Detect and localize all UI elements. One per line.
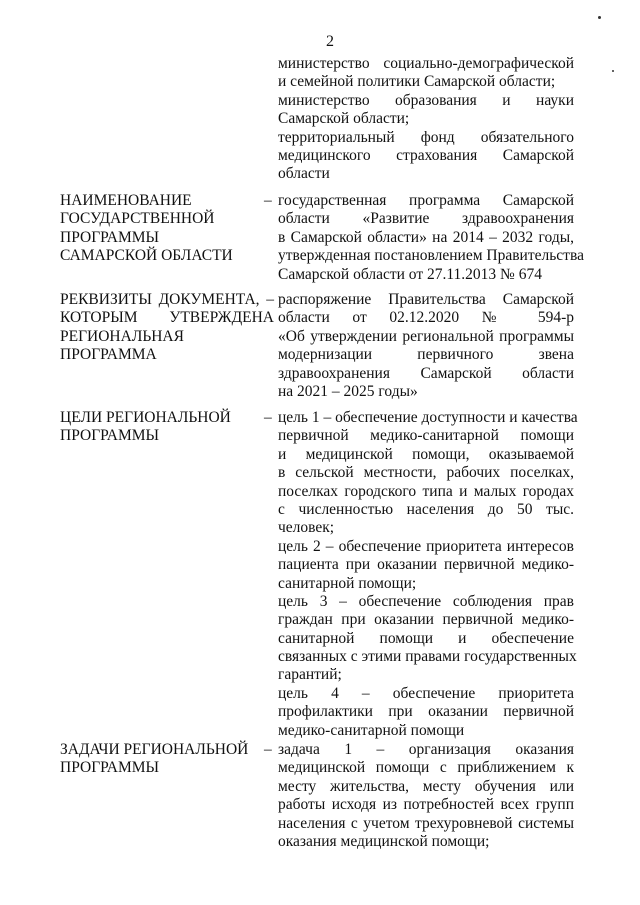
value-line: государственная программа Самарской: [278, 192, 574, 209]
intro-line: медицинского страхования Самарской: [278, 146, 574, 164]
intro-line: Самарской области;: [278, 110, 410, 128]
value-line: санитарной помощи и обеспечение: [278, 629, 574, 647]
value-line: гарантий;: [278, 666, 342, 684]
intro-block: [278, 55, 574, 184]
section-label-document-details: [60, 291, 274, 365]
label-line: НАИМЕНОВАНИЕ: [60, 192, 192, 209]
section-label-program-name: [60, 192, 260, 266]
label-line: ЦЕЛИ РЕГИОНАЛЬНОЙ: [60, 409, 231, 426]
value-line: цель 2 – обеспечение приоритета интересов: [278, 537, 574, 555]
label-line: САМАРСКОЙ ОБЛАСТИ: [60, 247, 233, 265]
section-value-document-details: [278, 291, 574, 401]
value-line: Самарской области от 27.11.2013 № 674: [278, 265, 542, 283]
intro-line: министерство образования и науки: [278, 91, 574, 109]
value-line: населения с учетом трехуровневой системы: [278, 814, 574, 832]
value-line: цель 1 – обеспечение доступности и качества: [278, 409, 578, 426]
value-line: утвержденная постановлением Правительства: [278, 247, 584, 265]
value-line: здравоохранения Самарской области: [278, 364, 574, 382]
label-line: КОТОРЫМ УТВЕРЖДЕНА: [60, 309, 274, 327]
intro-line: территориальный фонд обязательного: [278, 128, 574, 146]
value-line: работы исходя из потребностей всех групп: [278, 796, 574, 814]
label-line: ПРОГРАММЫ: [60, 759, 160, 777]
value-line: распоряжение Правительства Самарской: [278, 291, 574, 308]
label-line: ПРОГРАММА: [60, 346, 157, 364]
value-line: первичной медико-санитарной помощи: [278, 427, 574, 445]
intro-line: и семейной политики Самарской области;: [278, 73, 556, 91]
section-dash: –: [264, 741, 272, 758]
value-line: профилактики при оказании первичной: [278, 703, 574, 721]
scan-speck: [598, 16, 601, 19]
label-line: ПРОГРАММЫ: [60, 228, 160, 246]
value-line: модернизации первичного звена: [278, 346, 574, 364]
value-line: на 2021 – 2025 годы»: [278, 382, 418, 400]
value-line: области от 02.12.2020 № 594-р: [278, 309, 574, 327]
section-dash: –: [264, 409, 272, 426]
value-line: задача 1 – организация оказания: [278, 741, 574, 758]
section-label-tasks: [60, 741, 260, 778]
label-line: ЗАДАЧИ РЕГИОНАЛЬНОЙ: [60, 741, 249, 758]
value-line: «Об утверждении региональной программы: [278, 327, 574, 345]
value-line: медицинской помощи с приближением к: [278, 759, 574, 777]
label-line: РЕГИОНАЛЬНАЯ: [60, 327, 184, 345]
label-line: РЕКВИЗИТЫ ДОКУМЕНТА, –: [60, 291, 274, 308]
value-line: цель 3 – обеспечение соблюдения прав: [278, 592, 574, 610]
value-line: в сельской местности, рабочих поселках,: [278, 464, 574, 482]
section-value-program-name: [278, 192, 584, 284]
value-line: медико-санитарной помощи: [278, 721, 465, 739]
value-line: области «Развитие здравоохранения: [278, 210, 574, 228]
label-line: ГОСУДАРСТВЕННОЙ: [60, 210, 215, 228]
section-label-goals: [60, 409, 260, 446]
label-line: ПРОГРАММЫ: [60, 427, 160, 445]
value-line: оказания медицинской помощи;: [278, 832, 490, 850]
value-line: пациента при оказании первичной медико-: [278, 556, 574, 574]
value-line: цель 4 – обеспечение приоритета: [278, 684, 574, 702]
value-line: санитарной помощи;: [278, 574, 417, 592]
value-line: и медицинской помощи, оказываемой: [278, 445, 574, 463]
value-line: граждан при оказании первичной медико-: [278, 611, 574, 629]
section-dash: –: [264, 192, 272, 209]
value-line: поселках городского типа и малых городах: [278, 482, 574, 500]
section-value-goals: [278, 409, 578, 740]
intro-line: министерство социально-демографической: [278, 55, 574, 72]
intro-line: области: [278, 165, 330, 183]
value-line: в Самарской области» на 2014 – 2032 годы,: [278, 228, 574, 246]
page-number: 2: [326, 33, 334, 50]
value-line: месту жительства, месту обучения или: [278, 777, 574, 795]
value-line: с численностью населения до 50 тыс.: [278, 500, 574, 518]
section-value-tasks: [278, 741, 574, 851]
value-line: человек;: [278, 519, 335, 537]
scan-speck: [612, 70, 614, 72]
value-line: связанных с этими правами государственных: [278, 648, 577, 666]
